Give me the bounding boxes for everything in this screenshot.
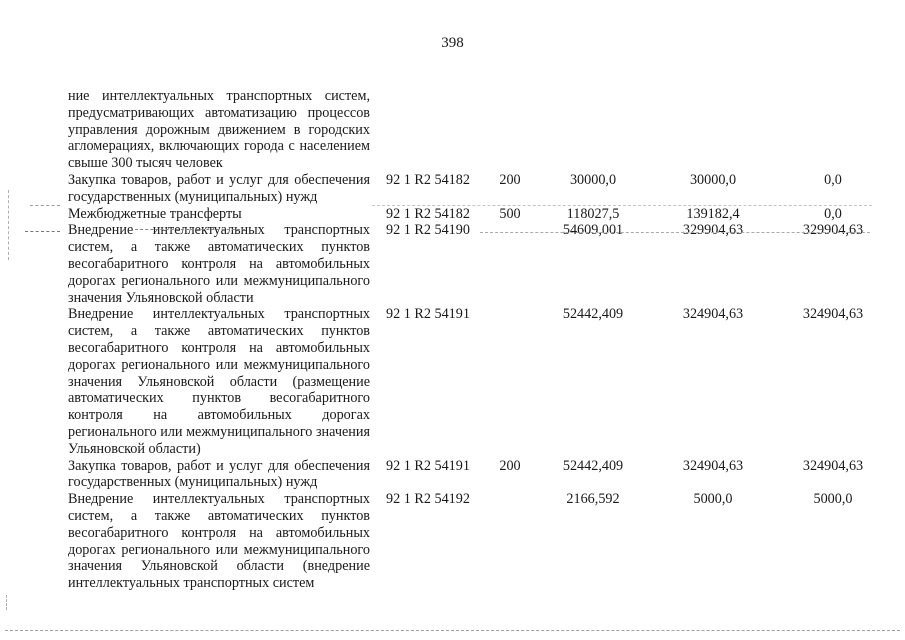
table-row xyxy=(68,88,868,172)
row-value-1: 52442,409 xyxy=(562,306,624,323)
row-code: 92 1 R2 54190 xyxy=(386,222,470,239)
table-row xyxy=(68,172,868,206)
scan-artifact-line xyxy=(135,229,245,230)
row-description: Межбюджетные трансферты xyxy=(68,205,242,222)
row-value-2: 139182,4 xyxy=(686,205,740,222)
row-value-2: 324904,63 xyxy=(682,306,744,323)
row-value-3: 324904,63 xyxy=(802,457,864,474)
budget-table xyxy=(68,88,868,592)
scan-artifact-line xyxy=(6,595,7,610)
table-row xyxy=(68,458,868,492)
row-description: Внедрение интеллектуальных транспортных систем, а также автоматических пунктов весогабаритного контроля на автомобильных дорогах регионального или межмуниципального значения Ульяновской области (внедрение интеллектуальных транспортных систем xyxy=(68,491,370,592)
row-description: Внедрение интеллектуальных транспортных систем, а также автоматических пунктов весогабаритного контроля на автомобильных дорогах регионального или межмуниципального значения Ульяновской области (размещение автоматических пунктов весогабаритного контроля на автомобильных дорогах регионального или межмуниципального значения Ульяновской области) xyxy=(68,306,371,457)
scan-artifact-line xyxy=(8,190,9,260)
row-description: ние интеллектуальных транспортных систем, предусматривающих автоматизацию процессов управления дорожным движением в городских агломерациях, включающих города с населением свыше 300 тысяч человек xyxy=(68,88,370,172)
row-description: Закупка товаров, работ и услуг для обеспечения государственных (муниципальных) нужд xyxy=(68,171,370,205)
table-row xyxy=(68,222,868,306)
row-value-1: 52442,409 xyxy=(562,457,624,474)
row-description: Закупка товаров, работ и услуг для обеспечения государственных (муниципальных) нужд xyxy=(68,457,370,491)
row-value-3: 0,0 xyxy=(824,205,842,222)
row-value-1: 2166,592 xyxy=(566,491,620,508)
row-code: 92 1 R2 54182 xyxy=(386,205,470,222)
row-value-1: 30000,0 xyxy=(569,171,617,188)
scan-artifact-line xyxy=(480,232,870,233)
row-code: 92 1 R2 54192 xyxy=(386,491,470,508)
table-row xyxy=(68,491,868,592)
scan-artifact-line xyxy=(30,205,60,206)
row-value-3: 329904,63 xyxy=(802,222,864,239)
row-value-3: 5000,0 xyxy=(813,491,853,508)
row-expense-type: 200 xyxy=(499,457,521,474)
row-description: Внедрение интеллектуальных транспортных систем, а также автоматических пунктов весогабаритного контроля на автомобильных дорогах регионального или межмуниципального значения Ульяновской области xyxy=(68,222,370,306)
table-row xyxy=(68,306,868,457)
row-code: 92 1 R2 54191 xyxy=(386,306,470,323)
scan-artifact-line xyxy=(25,231,60,232)
scan-artifact-line xyxy=(372,205,872,206)
row-code: 92 1 R2 54191 xyxy=(386,457,470,474)
row-value-3: 0,0 xyxy=(824,171,842,188)
page-number: 398 xyxy=(441,35,464,51)
row-value-1: 54609,001 xyxy=(562,222,624,239)
row-value-2: 5000,0 xyxy=(693,491,733,508)
row-code: 92 1 R2 54182 xyxy=(386,171,470,188)
row-value-1: 118027,5 xyxy=(566,205,620,222)
row-value-3: 324904,63 xyxy=(802,306,864,323)
row-value-2: 324904,63 xyxy=(682,457,744,474)
row-value-2: 30000,0 xyxy=(689,171,737,188)
table-row xyxy=(68,206,868,223)
row-value-2: 329904,63 xyxy=(682,222,744,239)
row-expense-type: 200 xyxy=(499,171,521,188)
scan-artifact-line xyxy=(5,630,900,631)
row-expense-type: 500 xyxy=(499,205,521,222)
